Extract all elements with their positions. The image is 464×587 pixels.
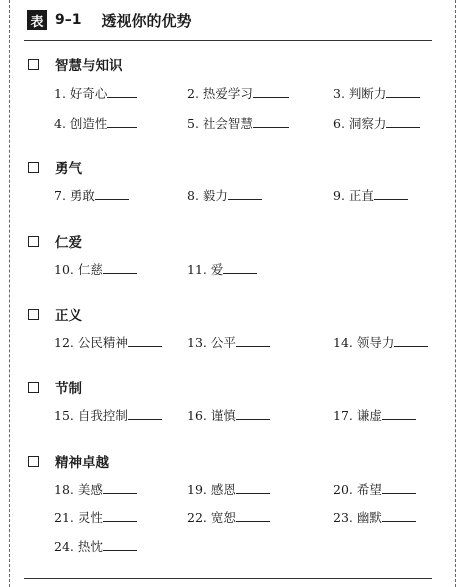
section-justice bbox=[28, 305, 82, 323]
section-checkbox[interactable] bbox=[28, 382, 39, 393]
table-tag: 表 bbox=[27, 10, 47, 30]
table-title: 透视你的优势 bbox=[101, 11, 192, 30]
section-label: 正义 bbox=[55, 308, 82, 324]
strength-item: 5. 社会智慧 bbox=[187, 114, 289, 132]
table-number: 9–1 bbox=[55, 12, 82, 28]
left-dashed-border bbox=[9, 0, 10, 587]
strength-item: 7. 勇敢 bbox=[54, 186, 129, 204]
answer-blank[interactable] bbox=[253, 84, 289, 98]
answer-blank[interactable] bbox=[107, 84, 137, 98]
strength-item: 11. 爱 bbox=[187, 260, 257, 278]
section-temperance bbox=[28, 378, 82, 396]
answer-blank[interactable] bbox=[128, 406, 162, 420]
section-checkbox[interactable] bbox=[28, 162, 39, 173]
answer-blank[interactable] bbox=[223, 260, 257, 274]
section-label: 精神卓越 bbox=[55, 455, 109, 471]
answer-blank[interactable] bbox=[103, 537, 137, 551]
section-checkbox[interactable] bbox=[28, 309, 39, 320]
section-courage bbox=[28, 158, 82, 176]
answer-blank[interactable] bbox=[236, 508, 270, 522]
answer-blank[interactable] bbox=[228, 186, 262, 200]
strength-item: 14. 领导力 bbox=[333, 333, 428, 351]
strength-item: 16. 谨慎 bbox=[187, 406, 270, 424]
answer-blank[interactable] bbox=[236, 333, 270, 347]
strength-item: 18. 美感 bbox=[54, 480, 137, 498]
right-dashed-border bbox=[455, 0, 456, 587]
strength-item: 19. 感恩 bbox=[187, 480, 270, 498]
strength-item: 13. 公平 bbox=[187, 333, 270, 351]
answer-blank[interactable] bbox=[374, 186, 408, 200]
answer-blank[interactable] bbox=[382, 480, 416, 494]
answer-blank[interactable] bbox=[382, 406, 416, 420]
answer-blank[interactable] bbox=[128, 333, 162, 347]
strength-item: 21. 灵性 bbox=[54, 508, 137, 526]
section-humanity bbox=[28, 232, 82, 250]
strength-item: 22. 宽恕 bbox=[187, 508, 270, 526]
strength-item: 1. 好奇心 bbox=[54, 84, 137, 102]
strength-item: 9. 正直 bbox=[333, 186, 408, 204]
strength-item: 20. 希望 bbox=[333, 480, 416, 498]
section-wisdom bbox=[28, 55, 123, 73]
strength-item: 17. 谦虚 bbox=[333, 406, 416, 424]
table-header bbox=[27, 9, 192, 31]
answer-blank[interactable] bbox=[394, 333, 428, 347]
answer-blank[interactable] bbox=[236, 480, 270, 494]
strength-item: 2. 热爱学习 bbox=[187, 84, 289, 102]
answer-blank[interactable] bbox=[107, 114, 137, 128]
strength-item: 6. 洞察力 bbox=[333, 114, 420, 132]
answer-blank[interactable] bbox=[95, 186, 129, 200]
answer-blank[interactable] bbox=[103, 480, 137, 494]
section-checkbox[interactable] bbox=[28, 59, 39, 70]
strength-item: 12. 公民精神 bbox=[54, 333, 162, 351]
strength-item: 8. 毅力 bbox=[187, 186, 262, 204]
answer-blank[interactable] bbox=[386, 114, 420, 128]
answer-blank[interactable] bbox=[103, 260, 137, 274]
answer-blank[interactable] bbox=[386, 84, 420, 98]
strength-item: 23. 幽默 bbox=[333, 508, 416, 526]
answer-blank[interactable] bbox=[103, 508, 137, 522]
header-rule bbox=[24, 40, 432, 41]
strength-item: 10. 仁慈 bbox=[54, 260, 137, 278]
answer-blank[interactable] bbox=[236, 406, 270, 420]
strength-item: 24. 热忱 bbox=[54, 537, 137, 555]
section-checkbox[interactable] bbox=[28, 456, 39, 467]
bottom-rule bbox=[24, 578, 432, 579]
strength-item: 15. 自我控制 bbox=[54, 406, 162, 424]
section-label: 勇气 bbox=[55, 161, 82, 177]
section-label: 仁爱 bbox=[55, 235, 82, 251]
answer-blank[interactable] bbox=[382, 508, 416, 522]
answer-blank[interactable] bbox=[253, 114, 289, 128]
section-transcendence bbox=[28, 452, 109, 470]
section-label: 智慧与知识 bbox=[55, 58, 123, 74]
strength-item: 4. 创造性 bbox=[54, 114, 137, 132]
section-label: 节制 bbox=[55, 381, 82, 397]
strength-item: 3. 判断力 bbox=[333, 84, 420, 102]
section-checkbox[interactable] bbox=[28, 236, 39, 247]
